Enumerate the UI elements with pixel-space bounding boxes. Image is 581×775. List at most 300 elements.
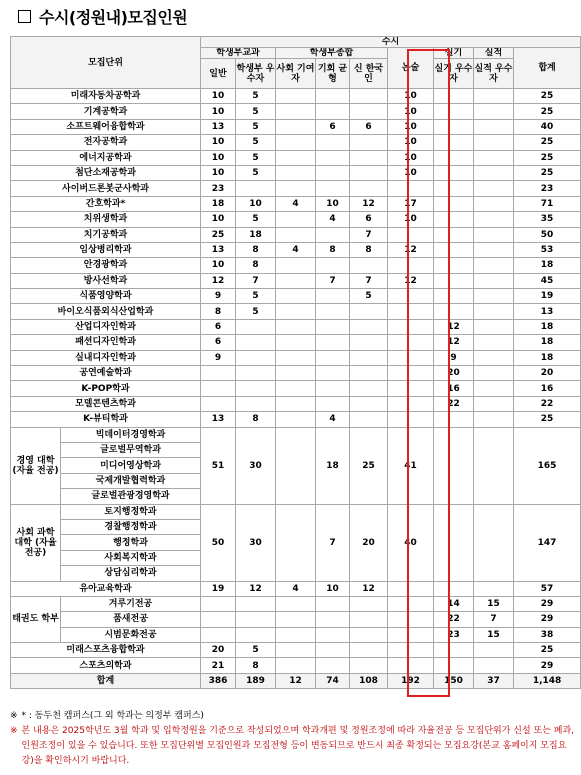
table-cell <box>316 289 350 304</box>
dept-name: 유아교육학과 <box>11 581 201 596</box>
dept-name: 경찰행정학과 <box>61 519 201 534</box>
table-cell: 12 <box>276 673 316 688</box>
table-cell: 12 <box>434 335 474 350</box>
table-cell <box>201 366 236 381</box>
total-row <box>11 673 581 688</box>
table-cell: 13 <box>201 119 236 134</box>
table-cell <box>350 89 388 104</box>
table-cell: 7 <box>236 273 276 288</box>
dept-name: 기계공학과 <box>11 104 201 119</box>
table-row <box>11 350 581 365</box>
table-cell <box>388 612 434 627</box>
table-cell <box>276 412 316 427</box>
table-row <box>11 596 581 611</box>
header-siljeok-group: 실적 <box>474 48 514 59</box>
table-cell: 25 <box>514 165 581 180</box>
table-row <box>11 258 581 273</box>
table-cell <box>388 258 434 273</box>
table-cell: 6 <box>201 335 236 350</box>
table-cell <box>350 350 388 365</box>
table-cell <box>434 258 474 273</box>
table-cell <box>388 350 434 365</box>
header-susi: 수시 <box>201 37 581 48</box>
table-cell <box>316 227 350 242</box>
table-cell <box>474 643 514 658</box>
table-cell: 192 <box>388 673 434 688</box>
table-cell <box>474 335 514 350</box>
table-cell <box>434 304 474 319</box>
dept-name: 소프트웨어융합학과 <box>11 119 201 134</box>
table-cell: 386 <box>201 673 236 688</box>
table-cell <box>350 304 388 319</box>
table-cell <box>276 396 316 411</box>
table-cell: 20 <box>350 504 388 581</box>
table-cell: 1,148 <box>514 673 581 688</box>
table-cell <box>350 627 388 642</box>
table-row <box>11 212 581 227</box>
table-row <box>11 581 581 596</box>
table-cell: 18 <box>514 319 581 334</box>
table-cell <box>350 335 388 350</box>
table-cell <box>388 366 434 381</box>
table-cell: 12 <box>388 273 434 288</box>
table-cell: 6 <box>201 319 236 334</box>
dept-name: 모델콘텐츠학과 <box>11 396 201 411</box>
admissions-table-wrapper <box>10 36 580 689</box>
table-cell <box>276 643 316 658</box>
table-cell: 6 <box>350 212 388 227</box>
table-cell <box>434 119 474 134</box>
table-cell <box>434 227 474 242</box>
dept-name: 식품영양학과 <box>11 289 201 304</box>
table-cell <box>276 165 316 180</box>
table-cell <box>316 258 350 273</box>
notes <box>10 709 576 769</box>
table-cell <box>316 104 350 119</box>
table-cell <box>236 381 276 396</box>
table-cell <box>350 612 388 627</box>
table-cell <box>474 504 514 581</box>
table-cell <box>388 643 434 658</box>
dept-name: 패션디자인학과 <box>11 335 201 350</box>
table-cell: 35 <box>514 212 581 227</box>
checkbox-icon <box>18 10 31 23</box>
table-cell <box>201 396 236 411</box>
table-cell: 18 <box>514 335 581 350</box>
table-cell: 8 <box>350 242 388 257</box>
table-cell <box>474 581 514 596</box>
table-cell <box>350 396 388 411</box>
note-campus <box>10 709 576 724</box>
dept-name: K-뷰티학과 <box>11 412 201 427</box>
table-cell: 15 <box>474 627 514 642</box>
note-mark: ※ <box>10 726 18 736</box>
table-cell: 23 <box>514 181 581 196</box>
table-cell <box>474 396 514 411</box>
table-cell: 12 <box>201 273 236 288</box>
table-cell <box>316 319 350 334</box>
table-cell: 10 <box>388 150 434 165</box>
table-cell: 25 <box>350 427 388 504</box>
table-cell: 9 <box>434 350 474 365</box>
table-cell <box>474 119 514 134</box>
table-cell: 4 <box>276 242 316 257</box>
table-cell <box>474 289 514 304</box>
table-cell: 10 <box>201 89 236 104</box>
table-cell <box>474 273 514 288</box>
table-cell: 20 <box>514 366 581 381</box>
table-cell: 5 <box>350 289 388 304</box>
table-cell <box>276 212 316 227</box>
table-cell <box>474 165 514 180</box>
table-cell <box>474 366 514 381</box>
table-row <box>11 304 581 319</box>
table-cell <box>350 596 388 611</box>
table-cell <box>316 381 350 396</box>
table-cell <box>474 258 514 273</box>
table-cell <box>276 135 316 150</box>
table-cell <box>388 381 434 396</box>
dept-name: 치기공학과 <box>11 227 201 242</box>
table-cell: 38 <box>514 627 581 642</box>
table-cell: 29 <box>514 596 581 611</box>
table-cell: 5 <box>236 643 276 658</box>
table-cell <box>434 165 474 180</box>
table-cell <box>316 350 350 365</box>
table-cell <box>474 104 514 119</box>
group-label: 경영 대학 (자율 전공) <box>11 427 61 504</box>
table-cell <box>434 104 474 119</box>
table-cell <box>276 381 316 396</box>
table-cell <box>350 150 388 165</box>
table-cell: 19 <box>201 581 236 596</box>
table-cell: 15 <box>474 596 514 611</box>
table-cell <box>236 596 276 611</box>
table-cell: 12 <box>434 319 474 334</box>
table-cell: 25 <box>514 135 581 150</box>
table-cell <box>434 242 474 257</box>
table-row <box>11 119 581 134</box>
admissions-table <box>10 36 581 689</box>
table-cell <box>201 381 236 396</box>
group-label: 태권도 학부 <box>11 596 61 642</box>
table-cell: 57 <box>514 581 581 596</box>
table-cell <box>276 627 316 642</box>
table-cell: 29 <box>514 612 581 627</box>
table-cell: 4 <box>316 212 350 227</box>
table-cell <box>236 396 276 411</box>
table-cell <box>350 165 388 180</box>
table-cell: 10 <box>316 581 350 596</box>
header-hakbu-gyogwa: 학생부교과 <box>201 48 276 59</box>
table-cell <box>434 212 474 227</box>
table-cell: 18 <box>514 258 581 273</box>
table-cell <box>388 304 434 319</box>
table-cell: 5 <box>236 150 276 165</box>
table-cell <box>316 135 350 150</box>
table-cell: 10 <box>201 104 236 119</box>
table-cell: 9 <box>201 289 236 304</box>
table-cell <box>236 319 276 334</box>
table-cell: 37 <box>474 673 514 688</box>
table-cell <box>276 181 316 196</box>
table-row <box>11 627 581 642</box>
note-disclaimer <box>10 724 576 769</box>
table-row <box>11 366 581 381</box>
table-cell <box>276 89 316 104</box>
table-cell <box>434 89 474 104</box>
header-col-nonsul: 논술 <box>388 48 434 89</box>
table-row <box>11 396 581 411</box>
table-row <box>11 104 581 119</box>
table-cell <box>474 381 514 396</box>
dept-name: 전자공학과 <box>11 135 201 150</box>
table-cell: 13 <box>201 242 236 257</box>
table-cell <box>350 135 388 150</box>
table-cell: 30 <box>236 427 276 504</box>
table-cell <box>474 227 514 242</box>
table-cell <box>316 335 350 350</box>
table-cell <box>276 335 316 350</box>
table-cell: 12 <box>236 581 276 596</box>
table-cell: 21 <box>201 658 236 673</box>
table-row <box>11 319 581 334</box>
table-row <box>11 89 581 104</box>
table-cell <box>316 658 350 673</box>
table-cell <box>316 612 350 627</box>
table-cell <box>474 150 514 165</box>
table-row <box>11 335 581 350</box>
table-cell: 5 <box>236 119 276 134</box>
header-col-new-korean: 신 한국인 <box>350 59 388 89</box>
table-cell: 50 <box>514 227 581 242</box>
table-cell <box>276 319 316 334</box>
table-cell: 12 <box>350 196 388 211</box>
table-cell <box>474 212 514 227</box>
table-cell <box>350 104 388 119</box>
table-cell: 10 <box>236 196 276 211</box>
table-cell <box>474 658 514 673</box>
table-cell: 53 <box>514 242 581 257</box>
dept-name: 산업디자인학과 <box>11 319 201 334</box>
table-cell: 10 <box>201 165 236 180</box>
dept-name: K-POP학과 <box>11 381 201 396</box>
table-cell: 5 <box>236 165 276 180</box>
table-cell: 4 <box>316 412 350 427</box>
table-cell: 22 <box>514 396 581 411</box>
table-cell: 8 <box>236 242 276 257</box>
table-cell: 18 <box>514 350 581 365</box>
table-cell: 23 <box>434 627 474 642</box>
table-cell <box>236 612 276 627</box>
table-cell <box>276 366 316 381</box>
total-label: 합계 <box>11 673 201 688</box>
table-cell <box>474 242 514 257</box>
table-cell <box>350 366 388 381</box>
table-cell <box>276 658 316 673</box>
table-row <box>11 381 581 396</box>
table-row <box>11 612 581 627</box>
table-cell: 8 <box>316 242 350 257</box>
table-cell <box>236 627 276 642</box>
table-cell: 108 <box>350 673 388 688</box>
dept-name: 품새전공 <box>61 612 201 627</box>
table-cell: 4 <box>276 196 316 211</box>
table-cell <box>474 319 514 334</box>
table-cell <box>474 304 514 319</box>
table-cell: 74 <box>316 673 350 688</box>
table-cell: 16 <box>434 381 474 396</box>
table-cell <box>434 427 474 504</box>
note-disclaimer-text: 본 내용은 2025학년도 3월 학과 및 입학정원을 기준으로 작성되었으며 학과개편 및 정원조정에 따라 자율전공 등 모집단위가 신설 또는 폐과, 인원조정이 있을 수 있습니다. 또한 모집단위별 모집인원과 모집전형 등이 변동되므로 반드시 최종 확정되는 모집요강(본교 홈페이지 모집요강)을 확인하시기 바랍니다. <box>21 726 575 766</box>
table-cell: 10 <box>388 212 434 227</box>
table-cell: 45 <box>514 273 581 288</box>
table-cell: 189 <box>236 673 276 688</box>
dept-name: 미래자동차공학과 <box>11 89 201 104</box>
table-cell: 18 <box>236 227 276 242</box>
table-cell: 12 <box>388 242 434 257</box>
table-cell <box>350 643 388 658</box>
table-cell <box>276 304 316 319</box>
table-cell: 7 <box>316 273 350 288</box>
table-cell: 22 <box>434 396 474 411</box>
table-cell: 6 <box>316 119 350 134</box>
dept-name: 실내디자인학과 <box>11 350 201 365</box>
table-cell <box>434 504 474 581</box>
dept-name: 국제개발협력학과 <box>61 473 201 488</box>
table-cell: 8 <box>236 412 276 427</box>
table-cell <box>350 181 388 196</box>
note-mark: ※ <box>10 711 18 721</box>
table-cell <box>201 627 236 642</box>
dept-name: 안경광학과 <box>11 258 201 273</box>
table-cell <box>388 335 434 350</box>
table-cell <box>474 427 514 504</box>
table-cell <box>350 381 388 396</box>
dept-name: 공연예술학과 <box>11 366 201 381</box>
table-cell <box>434 658 474 673</box>
table-cell <box>316 643 350 658</box>
table-row <box>11 165 581 180</box>
table-cell <box>276 227 316 242</box>
table-cell: 22 <box>434 612 474 627</box>
table-cell <box>388 319 434 334</box>
table-cell <box>236 350 276 365</box>
table-cell: 20 <box>434 366 474 381</box>
table-cell: 4 <box>276 581 316 596</box>
table-cell: 10 <box>201 135 236 150</box>
table-cell: 7 <box>350 273 388 288</box>
dept-name: 치위생학과 <box>11 212 201 227</box>
table-cell: 10 <box>388 119 434 134</box>
dept-name: 임상병리학과 <box>11 242 201 257</box>
table-body <box>11 89 581 689</box>
dept-name: 스포츠의학과 <box>11 658 201 673</box>
table-cell: 8 <box>201 304 236 319</box>
table-row <box>11 504 581 519</box>
table-cell <box>434 289 474 304</box>
table-cell: 20 <box>201 643 236 658</box>
title-text: 수시(정원내)모집인원 <box>39 7 188 27</box>
dept-name: 에너지공학과 <box>11 150 201 165</box>
table-cell <box>276 119 316 134</box>
table-cell: 25 <box>201 227 236 242</box>
table-cell: 7 <box>474 612 514 627</box>
dept-name: 사이버드론봇군사학과 <box>11 181 201 196</box>
header-silgi-group: 실기 <box>434 48 474 59</box>
table-cell: 18 <box>201 196 236 211</box>
table-cell <box>201 596 236 611</box>
table-cell: 25 <box>514 89 581 104</box>
table-cell <box>474 89 514 104</box>
table-cell: 5 <box>236 212 276 227</box>
table-cell: 71 <box>514 196 581 211</box>
note-campus-text: * : 동두천 캠퍼스(그 외 학과는 의정부 캠퍼스) <box>21 711 204 721</box>
table-cell: 8 <box>236 258 276 273</box>
table-cell: 10 <box>201 258 236 273</box>
table-cell: 6 <box>350 119 388 134</box>
table-cell <box>276 504 316 581</box>
dept-name: 사회복지학과 <box>61 550 201 565</box>
table-cell: 16 <box>514 381 581 396</box>
table-cell: 29 <box>514 658 581 673</box>
table-cell <box>236 181 276 196</box>
table-cell <box>388 289 434 304</box>
table-cell <box>434 135 474 150</box>
table-row <box>11 150 581 165</box>
table-cell <box>388 581 434 596</box>
table-cell <box>434 196 474 211</box>
table-cell <box>236 335 276 350</box>
table-cell <box>388 227 434 242</box>
table-cell <box>316 366 350 381</box>
header-col-general: 일반 <box>201 59 236 89</box>
dept-name: 미래스포츠융합학과 <box>11 643 201 658</box>
header-hakbu-jonghap: 학생부종합 <box>276 48 388 59</box>
table-cell <box>276 104 316 119</box>
dept-name: 행정학과 <box>61 535 201 550</box>
table-cell: 40 <box>514 119 581 134</box>
table-row <box>11 273 581 288</box>
table-cell <box>276 289 316 304</box>
table-cell: 30 <box>236 504 276 581</box>
header-col-opportunity: 기회 균형 <box>316 59 350 89</box>
header-col-social: 사회 기여자 <box>276 59 316 89</box>
table-cell: 10 <box>388 135 434 150</box>
table-cell <box>350 658 388 673</box>
table-cell: 23 <box>201 181 236 196</box>
table-cell: 10 <box>388 165 434 180</box>
dept-name: 글로벌무역학과 <box>61 442 201 457</box>
table-cell: 14 <box>434 596 474 611</box>
table-cell <box>201 612 236 627</box>
table-row <box>11 196 581 211</box>
table-cell: 25 <box>514 412 581 427</box>
table-cell <box>434 581 474 596</box>
table-cell <box>474 350 514 365</box>
table-row <box>11 412 581 427</box>
dept-name: 방사선학과 <box>11 273 201 288</box>
table-cell: 17 <box>388 196 434 211</box>
table-cell <box>474 412 514 427</box>
header-unit: 모집단위 <box>11 37 201 89</box>
table-cell: 10 <box>201 150 236 165</box>
table-cell <box>316 396 350 411</box>
page-title <box>18 4 187 28</box>
table-row <box>11 242 581 257</box>
table-cell: 150 <box>434 673 474 688</box>
table-cell: 5 <box>236 289 276 304</box>
